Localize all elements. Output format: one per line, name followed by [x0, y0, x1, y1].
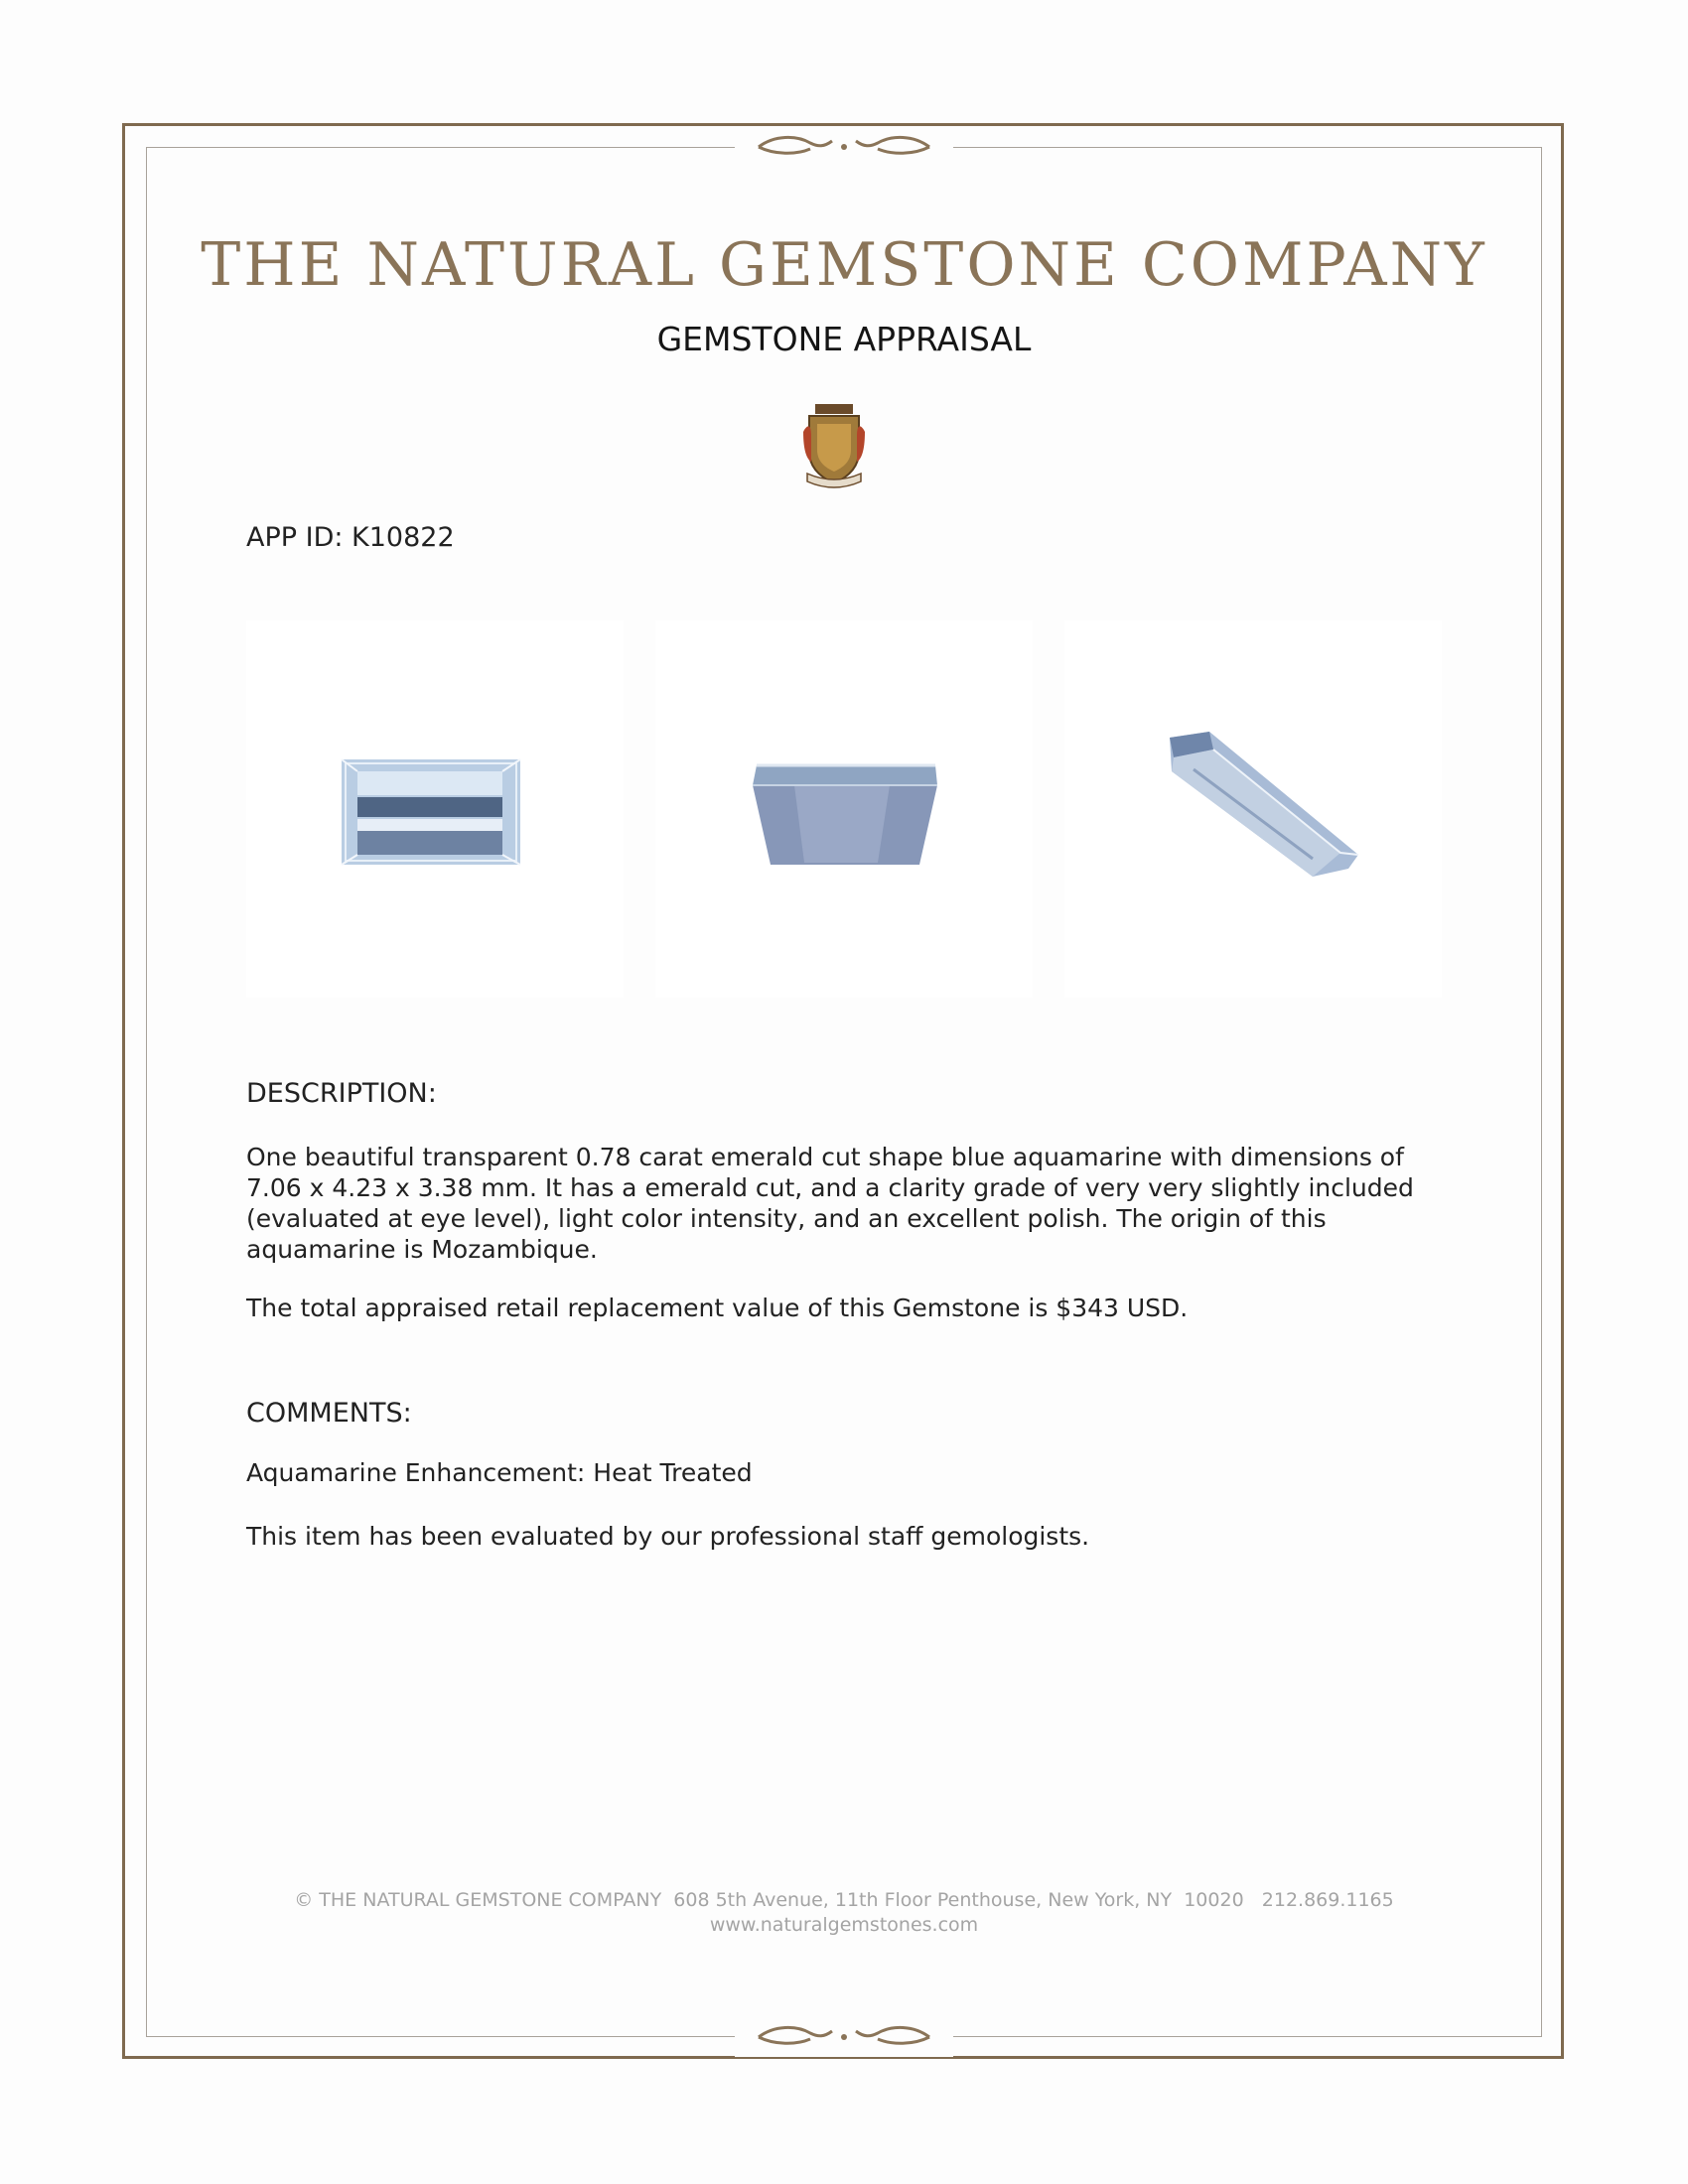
description-heading: DESCRIPTION: [246, 1078, 437, 1109]
footer-address: © THE NATURAL GEMSTONE COMPANY 608 5th Avenue, 11th Floor Penthouse, New York, NY 10020 212.869.1165 [294, 1889, 1394, 1911]
app-id: APP ID: K10822 [246, 522, 455, 553]
crest-emblem-icon [801, 402, 867, 491]
comments-heading: COMMENTS: [246, 1398, 412, 1429]
bottom-flourish-ornament [735, 2017, 953, 2057]
description-body: One beautiful transparent 0.78 carat emerald cut shape blue aquamarine with dimensions of 7.06 x 4.23 x 3.38 mm. It has a emerald cut, and a clarity grade of very very slightly included (evaluated at eye level), light color intensity, and an excellent polish. The origin of this aquamarine is Mozambique. [246, 1143, 1414, 1264]
footer-website: www.naturalgemstones.com [709, 1914, 979, 1936]
company-name: THE NATURAL GEMSTONE COMPANY [201, 230, 1487, 300]
enhancement-comment: Aquamarine Enhancement: Heat Treated [246, 1458, 753, 1487]
gem-photo-top-view [246, 620, 624, 998]
top-flourish-ornament [735, 127, 953, 167]
gem-photo-angled-view [1064, 620, 1442, 998]
gem-photo-side-view [655, 620, 1033, 998]
evaluation-note: This item has been evaluated by our professional staff gemologists. [246, 1522, 1090, 1551]
appraised-value-statement: The total appraised retail replacement value of this Gemstone is $343 USD. [246, 1294, 1189, 1322]
document-type-title: GEMSTONE APPRAISAL [656, 320, 1032, 358]
